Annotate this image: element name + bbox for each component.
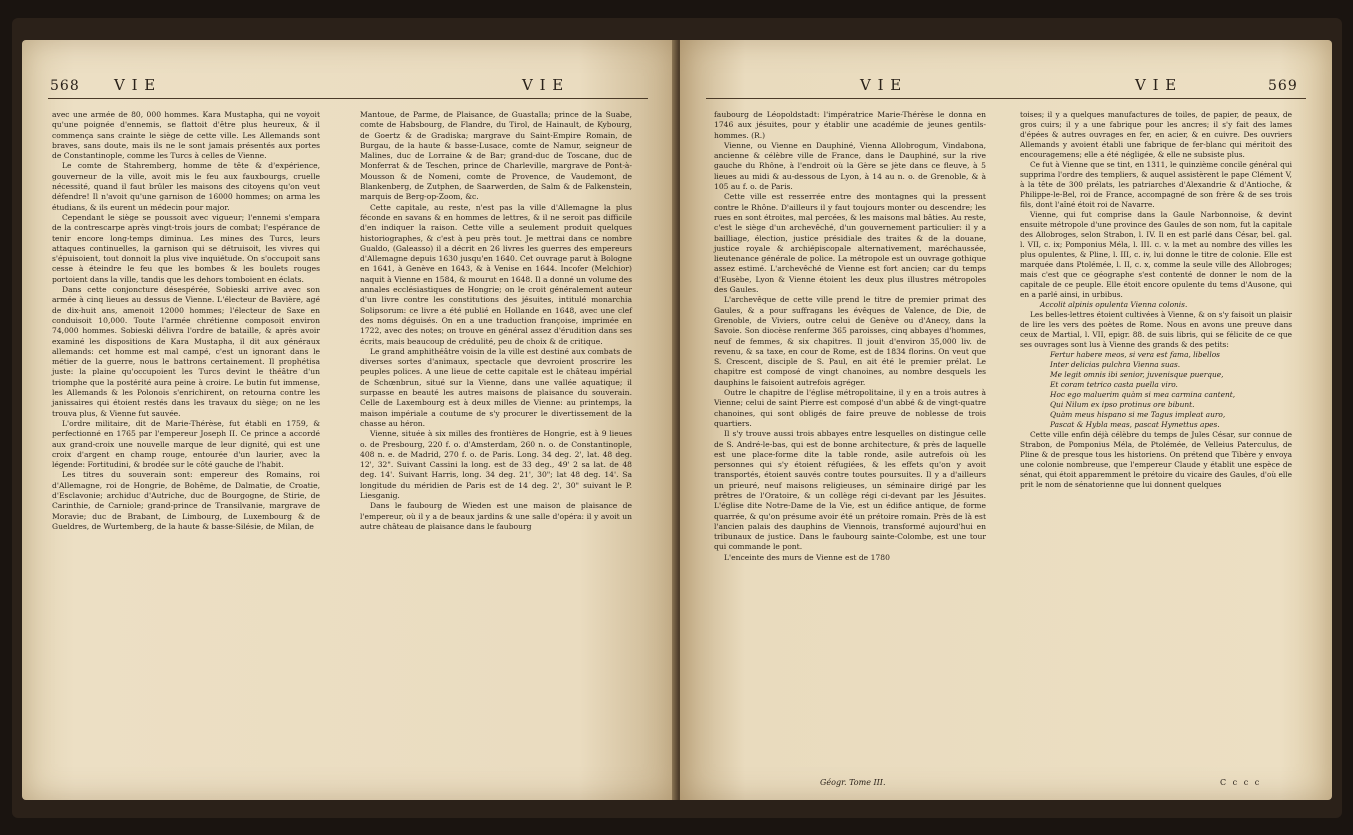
paragraph: Dans cette conjoncture désespérée, Sobieski arrive avec son armée à cinq lieues au dessus de Vienne. L'électeur de Bavière, agé de dix-huit ans, amenoit 12000 hommes; l'électeur de Saxe en conduisoit 10,000. Toute l'armée chrétienne composoit environ 74,000 hommes. Sobieski délivra l'ordre de bataille, & après avoir examiné les dispositions de Kara Mustapha, il dit aux généraux allemands: cet homme est mal campé, c'est un ignorant dans le métier de la guerre, nous le battrons certainement. Il prophétisa juste: la plaine qu'occupoient les Turcs devint le théâtre d'un triomphe que la postérité aura peine à croire. Le butin fut immense, les Allemands & les Polonois s'enrichirent, on retourna contre les janissaires qui étoient restés dans les travaux du siège; on ne les trouva plus, & Vienne fut sauvée. (52, 285, 320, 418)
verse-line: Quàm meus hispano si me Tagus impleat auro, (1050, 410, 1226, 419)
header-rule (706, 98, 1306, 99)
verse-line: Et coram tetrico casta puella viro. (1050, 380, 1178, 389)
right-column-2 (1020, 110, 1292, 490)
paragraph: Le grand amphithéâtre voisin de la ville est destiné aux combats de diverses sortes d'animaux, spectacle que devroient proscrire les peuples polices. A une lieue de cette capitale est le château impérial de Schœnbrun, situé sur la Vienne, dans une vallée aquatique; il surpasse en beauté les autres maisons de plaisance du souverain. Celle de Laxembourg est à deux milles de Vienne: au printemps, la maison impériale a coutume de s'y procurer le divertissement de la chasse au héron. (360, 346, 632, 428)
paragraph: Cette capitale, au reste, n'est pas la ville d'Allemagne la plus féconde en savans & en hommes de lettres, & il ne seroit pas difficile d'en indiquer la raison. Cette ville a seulement produit quelques historiographes, & c'est à peu près tout. Je mettrai dans ce nombre Gualdo, (Galeasso) il a décrit en 26 livres les guerres des empereurs d'Allemagne depuis 1630 jusqu'en 1640. Cet ouvrage parut à Bologne en 1641, à Genève en 1643, & à Venise en 1644. Incofer (Melchior) naquit à Vienne en 1584, & mourut en 1648. Il a donné un volume des annales ecclésiastiques de Hongrie; on le croit généralement auteur d'un livre contre les constitutions des jésuites, intitulé monarchia Solipsorum: ce livre a été publié en Hollande en 1648, avec une clef des noms déguisés. On en a une traduction françoise, imprimée en 1722, avec des notes; on trouve en général assez d'érudition dans ses écrits, mais beaucoup de crédulité, peu de choix & de critique. (360, 202, 632, 346)
paragraph: Vienne, qui fut comprise dans la Gaule Narbonnoise, & devint ensuite métropole d'une province des Gaules de son nom, fut la capitale des Allobroges, selon Strabon, l. IV. Il en est parlé dans César, bel. gal. l. VII, c. ix; Pomponius Méla, l. III. c. v. la met au nombre des villes les plus opulentes, & Pline, l. III, c. iv, lui donne le titre de colonie. Elle est marquée dans Ptolémée, l. II, c. x, comme la seule ville des Allobroges; mais c'est que ce géographe s'est contenté de donner le nom de la capitale de ce peuple. Elle étoit encore opulente du tems d'Ausone, qui en a parlé ainsi, in urbibus. (1020, 210, 1292, 299)
paragraph: Ce fut à Vienne que se tint, en 1311, le quinzième concile général qui supprima l'ordre des templiers, & auquel assistèrent le pape Clément V, à la tête de 300 prélats, les patriarches d'Alexandrie & d'Antioche, & Philippe-le-Bel, roi de France, accompagné de son frère & de ses trois fils, dont l'aîné étoit roi de Navarre. (1020, 160, 1292, 209)
paragraph: L'enceinte des murs de Vienne est de 1780 (724, 552, 890, 562)
paragraph: Mantoue, de Parme, de Plaisance, de Guastalla; prince de la Suabe, comte de Habsbourg, de Flandre, du Tirol, de Hainault, de Kybourg, de Goertz & de Gradiska; margrave du Saint-Empire Romain, de Burgau, de la haute & basse-Lusace, comte de Namur, seigneur de Malines, duc de Lorraine & de Bar; grand-duc de Toscane, duc de Monferrat & de Teschen, prince de Charleville, margrave de Pont-à-Mousson & de Nomeni, comte de Provence, de Vaudemont, de Blankenberg, de Zutphen, de Saarwerden, de Salm & de Falkenstein, marquis de Berg-op-Zoom, &c. (360, 110, 632, 202)
paragraph: faubourg de Léopoldstadt: l'impératrice Marie-Thérèse le donna en 1746 aux jésuites, pour y établir une académie de jeunes gentils-hommes. (R.) (714, 110, 986, 140)
running-head-right-col2: V I E (1135, 76, 1178, 94)
paragraph: L'archevêque de cette ville prend le titre de premier primat des Gaules, & a pour suffragans les évêques de Valence, de Die, de Grenoble, de Viviers, outre celui de Genève ou d'Anecy, dans la Savoie. Son diocèse renferme 365 paroisses, cinq abbayes d'hommes, neuf de femmes, & six chapitres. Il jouit d'environ 35,000 liv. de revenu, & sa taxe, en cour de Rome, est de 1834 florins. On veut que S. Crescent, disciple de S. Paul, en ait été le premier prélat. Le chapitre est composé de vingt chanoines, au nombre desquels les dauphins le faisoient autrefois agréger. (714, 295, 986, 387)
right-column-1 (714, 110, 986, 563)
running-head-left-col2: V I E (522, 76, 565, 94)
running-head-left-col1: V I E (114, 76, 157, 94)
volume-footer: Géogr. Tome III. (820, 778, 886, 787)
paragraph: Cette ville enfin déjà célèbre du temps de Jules César, sur connue de Strabon, de Pomponius Méla, de Ptolémée, de Velleius Paterculus, de Pline & de presque tous les historiens. On prétend que Tibère y envoya une colonie nombreuse, que l'empereur Claude y établit une espèce de sénat, qui étoit apparemment le prétoire du vicaire des Gaules, d'où elle prit le nom de sénatorienne que lui donnent quelques (1020, 430, 1292, 489)
left-page (22, 40, 677, 800)
header-rule (48, 98, 648, 99)
running-head-right-col1: V I E (860, 76, 903, 94)
paragraph: Le comte de Stahremberg, homme de tête & d'expérience, gouverneur de la ville, avoit mis le feu aux fauxbourgs, cruelle nécessité, quand il faut brûler les maisons des citoyens qu'on veut défendre! Il n'avoit qu'une garnison de 16000 hommes; on arma les étudians, & ils eurent un médecin pour major. (52, 161, 320, 212)
quotation-line: Accolit alpinis opulenta Vienna colonis. (1040, 300, 1188, 309)
paragraph: toises; il y a quelques manufactures de toiles, de papier, de peaux, de gros cuirs; il y a une fabrique pour les ancres; il s'y fait des lames d'épées & autres ouvrages en fer, en acier, & en cuivre. Des ouvriers Allemands y avoient établi une fabrique de fer-blanc qui méritoit des encouragemens; elle a été négligée, & elle ne subsiste plus. (1020, 110, 1292, 159)
left-column-1 (52, 110, 320, 532)
open-book (12, 18, 1342, 818)
paragraph: Cependant le siège se poussoit avec vigueur; l'ennemi s'empara de la contrescarpe après vingt-trois jours de combat; l'espérance de tenir encore long-temps diminua. Les mines des Turcs, leurs attaques continuelles, la garnison qui se détruisoit, les vivres qui s'épuisoient, tout donnoit la plus vive inquiétude. On s'occupoit sans cesse à éteindre le feu que les bombes & les boulets rouges portoient dans la ville, tandis que les dehors tomboient en éclats. (52, 212, 320, 284)
page-number-left: 568 (50, 78, 80, 94)
paragraph: Les belles-lettres étoient cultivées à Vienne, & on s'y faisoit un plaisir de lire les vers des poètes de Rome. Nous en avons une preuve dans ceux de Martial, l. VII, epigr. 88. de suis libris, qui se félicite de ce que ses ouvrages sont lus à Vienne des grands & des petits: (1020, 310, 1292, 349)
page-number-right: 569 (1268, 78, 1298, 94)
paragraph: Cette ville est resserrée entre des montagnes qui la pressent contre le Rhône. D'ailleurs il y faut toujours monter ou descendre; les rues en sont étroites, mal percées, & les maisons mal bâties. Au reste, c'est le siège d'un archevêché, d'un gouvernement particulier: il y a bailliage, élection, justice présidiale des traites & de la douane, justice royale & archiépiscopale alternativement, maréchaussée, lieutenance générale de police. La métropole est un ouvrage gothique assez estimé. L'archevêché de Vienne est fort ancien; car du temps d'Eusèbe, Lyon & Vienne étoient les deux plus illustres métropoles des Gaules. (714, 192, 986, 295)
paragraph: avec une armée de 80, 000 hommes. Kara Mustapha, qui ne voyoit qu'une poignée d'ennemis, se flattoit d'être plus heureux, & il commença sans crainte le siège de cette ville. Les Allemands sont braves, sans doute, mais ils ne le sont jamais présentés aux portes de Constantinople, comme les Turcs à celles de Vienne. (52, 110, 320, 161)
left-column-2 (360, 110, 632, 532)
right-page (680, 40, 1332, 800)
paragraph: Outre le chapitre de l'église métropolitaine, il y en a trois autres à Vienne; celui de saint Pierre est composé d'un abbé & de vingt-quatre chanoines, qui sont obligés de faire preuve de noblesse de trois quartiers. (714, 388, 986, 428)
paragraph: Les titres du souverain sont: empereur des Romains, roi d'Allemagne, roi de Hongrie, de Bohême, de Dalmatie, de Croatie, d'Esclavonie; archiduc d'Autriche, duc de Bourgogne, de Stirie, de Carinthie, de Carniole; grand-prince de Transilvanie, margrave de Moravie; duc de Brabant, de Limbourg, de Luxembourg & de Gueldres, de Wurtemberg, de la haute & basse-Silésie, de Milan, de (52, 470, 320, 531)
paragraph: L'ordre militaire, dit de Marie-Thérèse, fut établi en 1759, & perfectionné en 1765 par l'empereur Joseph II. Ce prince a accordé aux grand-croix une nouvelle marque de leur dignité, qui est une croix d'argent en champ rouge, entourée d'un laurier, avec la légende: Fortitudini, & brodée sur le côté gauche de l'habit. (52, 418, 320, 470)
paragraph: Il s'y trouve aussi trois abbayes entre lesquelles on distingue celle de S. André-le-bas, qui est de bonne architecture, & près de laquelle est une place-forme dite la table ronde, asile autrefois où les personnes qui s'y étoient réfugiées, & les effets qu'on y avoit transportés, étoient sauvés contre toutes poursuites. Il y a d'ailleurs un prieuré, neuf maisons religieuses, un séminaire dirigé par les prêtres de l'Oratoire, & un collège régi ci-devant par les Jésuites. L'église dite Notre-Dame de la Vie, est un édifice antique, de forme quarrée, & qu'on présume avoir été un prétoire romain. Près de là est l'ancien palais des dauphins de Viennois, transformé aujourd'hui en tribunaux de justice. Dans le faubourg sainte-Colombe, est une tour qui commande le pont. (714, 429, 986, 552)
paragraph: Vienne, ou Vienne en Dauphiné, Vienna Allobrogum, Vindabona, ancienne & célèbre ville de France, dans le Dauphiné, sur la rive gauche du Rhône, à l'endroit où la Gère se jète dans ce fleuve, à 5 lieues au midi & au-dessous de Lyon, à 14 au n. o. de Grenoble, & à 105 au f. o. de Paris. (714, 140, 986, 192)
verse-line: Pascat & Hybla meas, pascat Hymettus apes. (1050, 420, 1220, 429)
paragraph: Dans le faubourg de Wieden est une maison de plaisance de l'empereur, où il y a de beaux jardins & une salle d'opéra: il y avoit un autre château de plaisance dans le faubourg (360, 501, 632, 531)
verse-line: Fertur habere meos, si vera est fama, libellos (1050, 350, 1220, 359)
verse-line: Me legit omnis ibi senior, juvenisque puerque, (1050, 370, 1224, 379)
verse-line: Qui Nilum ex ipso protinus ore bibunt. (1050, 400, 1195, 409)
verse-line: Inter delicias pulchra Vienna suas. (1050, 360, 1181, 369)
signature-mark: C c c c (1220, 778, 1262, 787)
paragraph: Vienne, située à six milles des frontières de Hongrie, est à 9 lieues o. de Presbourg, 220 f. o. d'Amsterdam, 260 n. o. de Constantinople, 408 n. e. de Madrid, 270 f. o. de Paris. Long. 34 deg. 2', lat. 48 deg. 12', 32". Suivant Cassini la long. est de 33 deg., 49' 2 sa lat. de 48 deg. 14'. Suivant Harris, long. 34 deg. 21', 30"; lat 48 deg. 14'. Sa longitude du méridien de Paris est de 14 deg. 2', 30" suivant le P. Liesganig. (360, 429, 632, 500)
verse-line: Hoc ego maluerim quàm si mea carmina cantent, (1050, 390, 1236, 399)
